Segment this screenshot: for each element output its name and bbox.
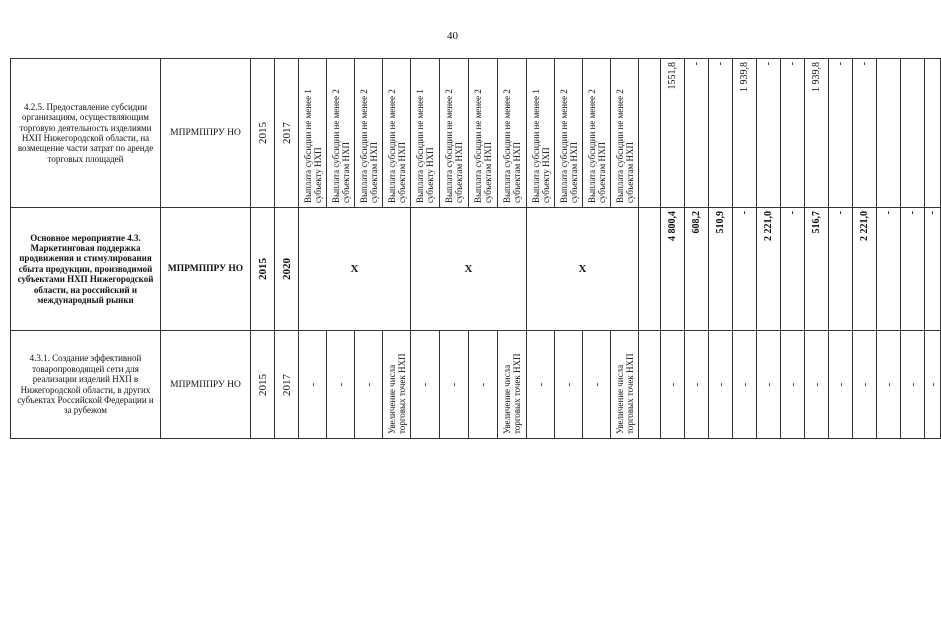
indicator: Выплата субсидии не менее 2 субъектам НХП — [355, 59, 383, 208]
finance-value: - — [757, 59, 781, 208]
finance-value: - — [781, 331, 805, 439]
page-number: 40 — [447, 30, 458, 42]
indicator: Увеличение числа торговых точек НХП — [383, 331, 411, 439]
activity-name: Основное мероприятие 4.3. Маркетинговая поддержка продвижения и стимулирования сбыта продукции, производимой субъектами НХП Нижегородской области, на российский и международный рынки — [11, 208, 161, 331]
start-year: 2015 — [251, 208, 275, 331]
finance-value: 510,9 — [709, 208, 733, 331]
indicator: Увеличение числа торговых точек НХП — [611, 331, 639, 439]
indicator: - — [299, 331, 327, 439]
start-year: 2015 — [251, 59, 275, 208]
finance-value: - — [877, 331, 901, 439]
indicator: - — [469, 331, 498, 439]
finance-value: - — [709, 59, 733, 208]
empty-cell — [877, 59, 901, 208]
executor: МПРМППРУ НО — [161, 331, 251, 439]
empty-cell — [639, 208, 661, 331]
indicator: Выплата субсидии не менее 2 субъектам НХП — [583, 59, 611, 208]
finance-value: - — [685, 59, 709, 208]
empty-cell — [925, 59, 941, 208]
finance-value: 2 221,0 — [757, 208, 781, 331]
x-mark: Х — [299, 208, 411, 331]
indicator: - — [355, 331, 383, 439]
indicator: Выплата субсидии не менее 1 субъекту НХП — [299, 59, 327, 208]
finance-value: - — [829, 59, 853, 208]
finance-value: 1551,8 — [661, 59, 685, 208]
table-row — [11, 59, 941, 208]
finance-value: 1 939,8 — [805, 59, 829, 208]
end-year: 2017 — [275, 331, 299, 439]
finance-value: 516,7 — [805, 208, 829, 331]
finance-value: 4 800,4 — [661, 208, 685, 331]
executor: МПРМППРУ НО — [161, 208, 251, 331]
table-row — [11, 331, 941, 439]
finance-value: - — [901, 208, 925, 331]
finance-value: - — [733, 331, 757, 439]
indicator: Выплата субсидии не менее 2 субъектам НХП — [383, 59, 411, 208]
finance-value: - — [829, 331, 853, 439]
indicator: - — [527, 331, 555, 439]
program-table — [10, 58, 941, 439]
indicator: Выплата субсидии не менее 2 субъектам НХП — [611, 59, 639, 208]
indicator: Выплата субсидии не менее 2 субъектам НХП — [440, 59, 469, 208]
indicator: Выплата субсидии не менее 2 субъектам НХП — [555, 59, 583, 208]
finance-value: - — [829, 208, 853, 331]
end-year: 2020 — [275, 208, 299, 331]
finance-value: - — [661, 331, 685, 439]
finance-value: - — [877, 208, 901, 331]
finance-value: - — [853, 331, 877, 439]
finance-value: - — [733, 208, 757, 331]
finance-value: - — [685, 331, 709, 439]
finance-value: - — [925, 331, 941, 439]
finance-value: - — [853, 59, 877, 208]
finance-value: - — [781, 59, 805, 208]
indicator: Выплата субсидии не менее 1 субъекту НХП — [527, 59, 555, 208]
finance-value: 2 221,0 — [853, 208, 877, 331]
finance-value: - — [925, 208, 941, 331]
finance-value: - — [757, 331, 781, 439]
indicator: - — [327, 331, 355, 439]
indicator: Выплата субсидии не менее 2 субъектам НХП — [327, 59, 355, 208]
finance-value: 608,2 — [685, 208, 709, 331]
finance-value: - — [805, 331, 829, 439]
indicator: Выплата субсидии не менее 1 субъекту НХП — [411, 59, 440, 208]
empty-cell — [639, 331, 661, 439]
activity-name: 4.3.1. Создание эффективной товаропроводящей сети для реализации изделий НХП в Нижегородской области, в других субъектах Российской Федерации и за рубежом — [11, 331, 161, 439]
finance-value: 1 939,8 — [733, 59, 757, 208]
finance-value: - — [901, 331, 925, 439]
empty-cell — [639, 59, 661, 208]
activity-name: 4.2.5. Предоставление субсидии организациям, осуществляющим торговую деятельность изделиями НХП Нижегородской области, на возмещение части затрат по аренде торговых площадей — [11, 59, 161, 208]
indicator: Увеличение числа торговых точек НХП — [498, 331, 527, 439]
table-row — [11, 208, 941, 331]
start-year: 2015 — [251, 331, 275, 439]
indicator: - — [555, 331, 583, 439]
indicator: Выплата субсидии не менее 2 субъектам НХП — [469, 59, 498, 208]
indicator: - — [583, 331, 611, 439]
empty-cell — [901, 59, 925, 208]
end-year: 2017 — [275, 59, 299, 208]
x-mark: Х — [411, 208, 527, 331]
finance-value: - — [781, 208, 805, 331]
indicator: - — [440, 331, 469, 439]
x-mark: Х — [527, 208, 639, 331]
executor: МПРМППРУ НО — [161, 59, 251, 208]
finance-value: - — [709, 331, 733, 439]
indicator: Выплата субсидии не менее 2 субъектам НХП — [498, 59, 527, 208]
indicator: - — [411, 331, 440, 439]
